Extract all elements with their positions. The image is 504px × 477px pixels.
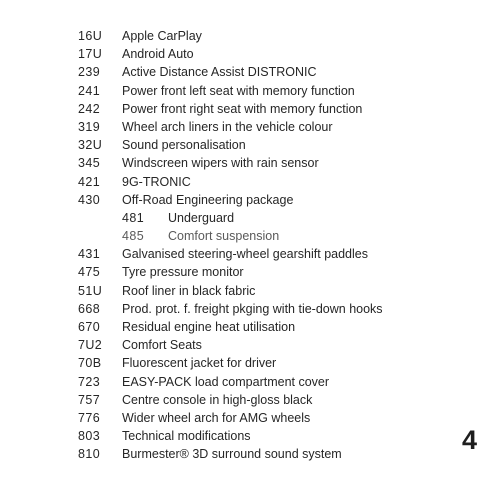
option-label: Centre console in high-gloss black [122,392,313,407]
option-code: 319 [78,119,101,134]
list-item [0,409,440,427]
option-code: 485 [122,229,145,244]
list-item [0,82,440,100]
option-label: Power front right seat with memory function [122,101,363,116]
option-label: Technical modifications [122,429,251,444]
list-item [0,136,440,154]
option-code: 481 [122,210,145,225]
list-item [0,336,440,354]
list-item [0,63,440,81]
list-item [0,245,440,263]
list-item [0,427,440,445]
list-item [0,100,440,118]
option-code: 670 [78,320,101,334]
option-code: 430 [78,192,101,207]
option-code: 51U [78,283,103,298]
option-code: 757 [78,392,101,407]
option-code: 810 [78,447,101,462]
option-code: 32U [78,138,103,153]
option-code: 17U [78,47,103,62]
list-item [0,300,440,318]
option-label: Comfort suspension [168,229,280,244]
option-code: 803 [78,429,101,444]
list-item [0,263,440,281]
list-item [0,154,440,172]
option-label: EASY-PACK load compartment cover [122,374,330,389]
option-code: 16U [78,29,103,43]
option-label: Underguard [168,210,235,225]
option-code: 241 [78,83,101,98]
list-item [0,373,440,391]
list-item [0,191,440,209]
option-label: Windscreen wipers with rain sensor [122,156,319,171]
option-label: Burmester® 3D surround sound system [122,447,342,462]
sub-list-item [0,227,440,245]
option-code: 242 [78,101,101,116]
option-label: Wheel arch liners in the vehicle colour [122,119,333,134]
option-label: Active Distance Assist DISTRONIC [122,65,317,80]
option-code: 7U2 [78,338,103,353]
option-label: Power front left seat with memory function [122,83,355,98]
option-label: Prod. prot. f. freight pkging with tie-down hooks [122,301,383,316]
option-label: Roof liner in black fabric [122,283,256,298]
option-label: Galvanised steering-wheel gearshift paddles [122,247,368,262]
option-code: 70B [78,356,102,371]
option-code: 475 [78,265,101,280]
list-item [0,282,440,300]
option-code: 668 [78,301,101,316]
option-label: 9G-TRONIC [122,174,191,189]
option-code: 431 [78,247,101,262]
option-label: Fluorescent jacket for driver [122,356,277,371]
list-item [0,173,440,191]
option-label: Off-Road Engineering package [122,192,294,207]
list-item [0,354,440,372]
sub-list-item [0,209,440,227]
list-item [0,118,440,136]
option-label: Apple CarPlay [122,29,202,43]
option-code: 239 [78,65,101,80]
list-item [0,27,440,45]
option-label: Comfort Seats [122,338,202,353]
option-label: Tyre pressure monitor [122,265,244,280]
option-label: Wider wheel arch for AMG wheels [122,410,311,425]
option-code: 723 [78,374,101,389]
option-label: Sound personalisation [122,138,246,153]
option-code: 776 [78,410,101,425]
option-code: 345 [78,156,101,171]
page-number: 4 [462,425,478,455]
option-code: 421 [78,174,101,189]
option-label: Residual engine heat utilisation [122,320,296,334]
option-code-list [0,27,440,464]
list-item [0,445,440,463]
list-item [0,45,440,63]
list-item [0,318,440,336]
option-label: Android Auto [122,47,194,62]
list-item [0,391,440,409]
